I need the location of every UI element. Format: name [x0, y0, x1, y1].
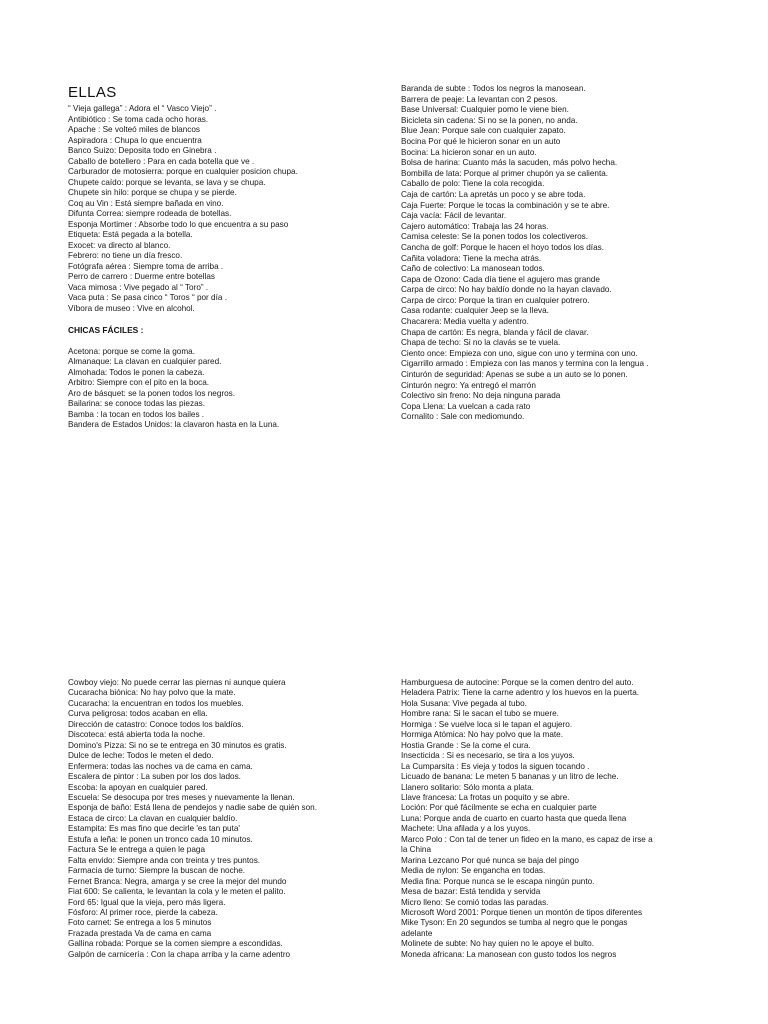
- column-4-list: [401, 678, 711, 960]
- text-line: Almanaque: La clavan en cualquier pared.: [68, 357, 222, 366]
- text-line: Etiqueta: Está pegada a la botella.: [68, 230, 193, 239]
- text-line: Hola Susana: Vive pegada al tubo.: [401, 698, 527, 708]
- text-line: Hombre rana: Si le sacan el tubo se muere.: [401, 709, 559, 719]
- text-line: Luna: Porque anda de cuarto en cuarto hasta que queda llena: [401, 813, 627, 823]
- column-4: [401, 678, 711, 960]
- text-line: Fernet Branca: Negra, amarga y se cree la mejor del mundo: [68, 876, 287, 886]
- text-line: Antibiótico : Se toma cada ocho horas.: [68, 114, 209, 124]
- text-line: Apache : Se volteó miles de blancos: [68, 125, 200, 134]
- text-line: Fotógrafa aérea : Siempre toma de arriba .: [68, 261, 224, 271]
- text-line: Exocet: va directo al blanco.: [68, 240, 171, 250]
- text-line: Caja de cartón: La apretás un poco y se abre toda.: [401, 189, 586, 199]
- text-line: Camisa celeste: Se la ponen todos los colectiveros.: [401, 232, 589, 242]
- text-line: Galpón de carnicería : Con la chapa arriba y la carne adentro: [68, 949, 291, 959]
- chicas-faciles-list: [68, 347, 368, 431]
- text-line: Domino's Pizza: Si no se te entrega en 30 minutos es gratis.: [68, 740, 287, 750]
- page-title: ELLAS: [68, 84, 117, 101]
- text-line: Acetona: porque se come la goma.: [68, 346, 195, 356]
- text-line: Arbitro: Siempre con el pito en la boca.: [68, 378, 210, 387]
- text-line: Chapa de techo: Si no la clavás se te vuela.: [401, 338, 561, 348]
- text-line: Bamba : la tocan en todos los bailes .: [68, 409, 205, 419]
- text-line: Coq au Vin : Está siempre bañada en vino.: [68, 198, 224, 208]
- text-line: Molinete de subte: No hay quien no le apoye el bulto.: [401, 939, 594, 949]
- text-line: Cigarrillo armado : Empieza con las manos y termina con la lengua .: [401, 359, 649, 369]
- text-line: Capa de Ozono: Cada día tiene el agujero mas grande: [401, 274, 600, 284]
- text-line: Víbora de museo : Vive en alcohol.: [68, 303, 195, 313]
- text-line: Almohada: Todos le ponen la cabeza.: [68, 367, 205, 377]
- text-line: Marina Lezcano Por qué nunca se baja del pingo: [401, 855, 579, 865]
- text-line: Cinturón de seguridad: Apenas se sube a un auto se lo ponen.: [401, 370, 628, 380]
- column-2-list: [401, 84, 711, 423]
- text-line: Media de nylon: Se engancha en todas.: [401, 866, 546, 876]
- text-line: Bocina: La hicieron sonar en un auto.: [401, 147, 537, 157]
- text-line: Caballo de botellero : Para en cada botella que ve .: [68, 156, 255, 166]
- text-line: Escalera de pintor : La suben por los dos lados.: [68, 772, 241, 782]
- text-line: Microsoft Word 2001: Porque tienen un montón de tipos diferentes: [401, 907, 643, 917]
- text-line: adelante: [401, 928, 433, 938]
- text-line: Perro de carrero : Duerme entre botellas: [68, 272, 215, 281]
- text-line: Falta envido: Siempre anda con treinta y tres puntos.: [68, 855, 261, 865]
- text-line: Carburador de motosierra: porque en cualquier posicion chupa.: [68, 167, 298, 176]
- text-line: Llanero solitario: Sólo monta a plata.: [401, 782, 534, 792]
- text-line: Insecticida : Si es necesario, se tira a los yuyos.: [401, 751, 575, 761]
- text-line: Hamburguesa de autocine: Porque se la comen dentro del auto.: [401, 678, 634, 687]
- column-3: [68, 678, 368, 960]
- text-line: Discoteca: está abierta toda la noche.: [68, 730, 205, 740]
- text-line: Hostia Grande : Se la come el cura.: [401, 740, 531, 750]
- text-line: Aro de básquet: se la ponen todos los negros.: [68, 388, 236, 398]
- text-line: Esponja de baño: Está llena de pendejos y nadie sabe de quién son.: [68, 803, 317, 813]
- text-line: Esponja Mortimer : Absorbe todo lo que encuentra a su paso: [68, 219, 289, 229]
- text-line: Chapa de cartón: Es negra, blanda y fácil de clavar.: [401, 327, 589, 337]
- text-line: Estufa a leña: le ponen un tronco cada 10 minutos.: [68, 834, 253, 844]
- text-line: Baranda de subte : Todos los negros la manosean.: [401, 84, 586, 93]
- text-line: Frazada prestada Va de cama en cama: [68, 928, 212, 938]
- text-line: Bicicleta sin cadena: Si no se la ponen, no anda.: [401, 115, 578, 125]
- text-line: Fiat 600: Se calienta, le levantan la cola y le meten el palito.: [68, 887, 286, 897]
- text-line: Marco Polo : Con tal de tener un fideo en la mano, es capaz de irse a: [401, 834, 653, 844]
- text-line: Cajero automático: Trabaja las 24 horas.: [401, 221, 549, 231]
- text-line: Fósforo: Al primer roce, pierde la cabeza.: [68, 907, 218, 917]
- text-line: Dirección de catastro: Conoce todos los baldíos.: [68, 719, 244, 729]
- text-line: Cucaracha: la encuentran en todos los muebles.: [68, 698, 244, 708]
- text-line: Gallina robada: Porque se la comen siempre a escondidas.: [68, 939, 283, 949]
- text-line: Machete: Una afilada y a los yuyos.: [401, 824, 531, 834]
- text-line: Ford 65: Igual que la vieja, pero más ligera.: [68, 897, 226, 907]
- text-line: Licuado de banana: Le meten 5 bananas y un litro de leche.: [401, 772, 619, 782]
- text-line: Febrero: no tiene un día fresco.: [68, 251, 183, 260]
- column-2: [401, 84, 711, 423]
- text-line: la China: [401, 845, 432, 855]
- text-line: Banco Suizo: Deposita todo en Ginebra .: [68, 146, 217, 155]
- text-line: Caballo de polo: Tiene la cola recogida.: [401, 179, 545, 189]
- text-line: Farmacia de turno: Siempre la buscan de noche.: [68, 866, 246, 876]
- text-line: Vaca puta : Se pasa cinco “ Toros “ por día .: [68, 293, 227, 302]
- text-line: Blue Jean: Porque sale con cualquier zapato.: [401, 126, 566, 136]
- text-line: Chupete caído: porque se levanta, se lava y se chupa.: [68, 177, 266, 187]
- text-line: Bolsa de harina: Cuanto más la sacuden, más polvo hecha.: [401, 158, 618, 168]
- text-line: Cucaracha biónica: No hay polvo que la mate.: [68, 688, 236, 698]
- text-line: Ciento once: Empieza con uno, sigue con uno y termina con uno.: [401, 348, 638, 358]
- text-line: Heladera Patrix: Tiene la carne adentro y los huevos en la puerta.: [401, 688, 640, 698]
- text-line: Bandera de Estados Unidos: la clavaron hasta en la Luna.: [68, 420, 280, 429]
- text-line: Vaca mimosa : Vive pegado al “ Toro” .: [68, 282, 209, 292]
- text-line: Base Universal: Cualquier pomo le viene bien.: [401, 105, 569, 115]
- text-line: Curva peligrosa: todos acaban en ella.: [68, 709, 208, 719]
- text-line: Cowboy viejo: No puede cerrar las piernas ni aunque quiera: [68, 678, 286, 687]
- text-line: Escoba: la apoyan en cualquier pared.: [68, 782, 208, 792]
- text-line: Copa Llena: La vuelcan a cada rato: [401, 401, 531, 411]
- text-line: Cornalito : Sale con mediomundo.: [401, 412, 525, 422]
- text-line: Chacarera: Media vuelta y adentro.: [401, 317, 529, 327]
- text-line: Cinturón negro: Ya entregó el marrón: [401, 380, 536, 390]
- text-line: Bombilla de lata: Porque al primer chupón ya se calienta.: [401, 168, 609, 178]
- text-line: Hormiga : Se vuelve loca si le tapan el agujero.: [401, 719, 573, 729]
- text-line: Bocina Por qué le hicieron sonar en un auto: [401, 136, 561, 146]
- text-line: Caja Fuerte: Porque le tocas la combinación y se te abre.: [401, 200, 610, 210]
- text-line: Mike Tyson: En 20 segundos se tumba al negro que le pongas: [401, 918, 628, 928]
- text-line: Foto carnet: Se entrega a los 5 minutos: [68, 918, 212, 928]
- text-line: Casa rodante: cualquier Jeep se la lleva.: [401, 306, 549, 316]
- column-3-list: [68, 678, 368, 960]
- text-line: Micro lleno: Se comió todas las paradas.: [401, 897, 549, 907]
- text-line: Media fina: Porque nunca se le escapa ningún punto.: [401, 876, 595, 886]
- text-line: Escuela: Se desocupa por tres meses y nuevamente la llenan.: [68, 792, 295, 802]
- text-line: Llave francesa: La frotas un poquito y se abre.: [401, 792, 570, 802]
- text-line: Mesa de bazar: Está tendida y servida: [401, 887, 541, 897]
- text-line: Estaca de circo: La clavan en cualquier baldío.: [68, 813, 238, 823]
- text-line: Barrera de peaje: La levantan con 2 pesos.: [401, 94, 558, 104]
- text-line: Carpa de circo: Porque la tiran en cualquier potrero.: [401, 295, 590, 305]
- text-line: Cañita voladora: Tiene la mecha atrás.: [401, 253, 542, 263]
- ellas-list: [68, 104, 368, 314]
- text-line: Factura Se le entrega a quien le paga: [68, 845, 206, 855]
- text-line: Caño de colectivo: La manosean todos.: [401, 264, 545, 274]
- text-line: Carpa de circo: No hay baldío donde no la hayan clavado.: [401, 285, 612, 295]
- text-line: Colectivo sin freno: No deja ninguna parada: [401, 391, 561, 401]
- text-line: Aspiradora : Chupa lo que encuentra: [68, 135, 202, 145]
- text-line: “ Vieja gallega” : Adora el “ Vasco Viejo” .: [68, 104, 217, 113]
- text-line: Caja vacía: Fácil de levantar.: [401, 211, 507, 221]
- text-line: Enfermera: todas las noches va de cama en cama.: [68, 761, 253, 771]
- text-line: Estampita: Es mas fino que decirle 'es tan puta': [68, 824, 240, 834]
- text-line: Difunta Correa: siempre rodeada de botellas.: [68, 209, 232, 218]
- text-line: La Cumparsita : Es vieja y todos la siguen tocando .: [401, 761, 590, 771]
- text-line: Dulce de leche: Todos le meten el dedo.: [68, 751, 214, 761]
- text-line: Cancha de golf: Porque le hacen el hoyo todos los días.: [401, 242, 605, 252]
- text-line: Bailarina: se conoce todas las piezas.: [68, 399, 205, 408]
- text-line: Moneda africana: La manosean con gusto todos los negros: [401, 949, 617, 959]
- text-line: Chupete sin hilo: porque se chupa y se pierde.: [68, 188, 237, 197]
- section-heading-chicas-faciles: CHICAS FÁCILES :: [68, 325, 144, 335]
- column-1: [68, 84, 368, 431]
- text-line: Loción: Por qué fácilmente se echa en cualquier parte: [401, 803, 597, 813]
- text-line: Hormiga Atómica: No hay polvo que la mate.: [401, 730, 564, 740]
